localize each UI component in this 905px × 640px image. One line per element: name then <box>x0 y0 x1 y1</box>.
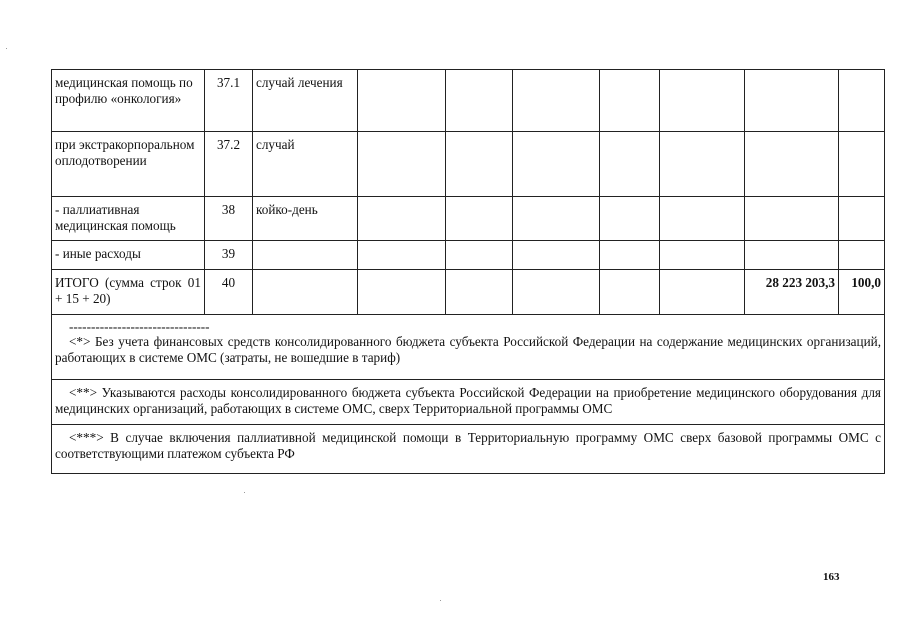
footnote-3-text: <***> В случае включения паллиативной медицинской помощи в Территориальную программу ОМС сверх базовой программы ОМС с соответствующими платежом субъекта РФ <box>55 430 881 461</box>
footnote-separator: -------------------------------- <box>69 319 210 334</box>
empty-cell <box>660 132 745 197</box>
total-amount: 28 223 203,3 <box>745 270 839 315</box>
empty-cell <box>660 241 745 270</box>
row-unit <box>253 241 358 270</box>
row-unit: случай <box>253 132 358 197</box>
scan-speck <box>6 48 7 49</box>
empty-cell <box>513 270 600 315</box>
empty-cell <box>745 197 839 241</box>
row-code: 40 <box>205 270 253 315</box>
empty-cell <box>358 70 446 132</box>
row-name: - иные расходы <box>52 241 205 270</box>
table-row <box>52 197 885 241</box>
empty-cell <box>745 70 839 132</box>
row-name: при экстракорпоральном оплодотворении <box>52 132 205 197</box>
empty-cell <box>745 241 839 270</box>
empty-cell <box>745 132 839 197</box>
empty-cell <box>600 197 660 241</box>
table-row-total <box>52 270 885 315</box>
footnote-2-text: <**> Указываются расходы консолидированного бюджета субъекта Российской Федерации на приобретение медицинского оборудования для медицинских организаций, работающих в системе ОМС, сверх Территориальной программы ОМС <box>55 385 881 416</box>
empty-cell <box>446 70 513 132</box>
row-name: - паллиативная медицинская помощь <box>52 197 205 241</box>
footnote-row <box>52 425 885 474</box>
footnote-2 <box>52 380 885 425</box>
footnote-3 <box>52 425 885 474</box>
empty-cell <box>600 132 660 197</box>
empty-cell <box>660 197 745 241</box>
row-code: 37.2 <box>205 132 253 197</box>
row-name: ИТОГО (сумма строк 01 + 15 + 20) <box>52 270 205 315</box>
empty-cell <box>660 270 745 315</box>
empty-cell <box>660 70 745 132</box>
empty-cell <box>839 197 885 241</box>
empty-cell <box>513 197 600 241</box>
empty-cell <box>446 197 513 241</box>
empty-cell <box>358 197 446 241</box>
empty-cell <box>358 132 446 197</box>
total-percent: 100,0 <box>839 270 885 315</box>
empty-cell <box>600 241 660 270</box>
empty-cell <box>446 270 513 315</box>
row-code: 39 <box>205 241 253 270</box>
empty-cell <box>358 270 446 315</box>
footnote-row <box>52 380 885 425</box>
row-unit <box>253 270 358 315</box>
row-code: 38 <box>205 197 253 241</box>
table-row <box>52 132 885 197</box>
page-number: 163 <box>823 571 840 583</box>
scan-speck <box>440 600 441 601</box>
footnote-1 <box>52 315 885 380</box>
empty-cell <box>513 70 600 132</box>
row-code: 37.1 <box>205 70 253 132</box>
empty-cell <box>839 132 885 197</box>
row-unit: случай лечения <box>253 70 358 132</box>
empty-cell <box>600 70 660 132</box>
row-name: медицинская помощь по профилю «онкология» <box>52 70 205 132</box>
expense-table <box>51 69 885 474</box>
empty-cell <box>600 270 660 315</box>
table-row <box>52 241 885 270</box>
empty-cell <box>839 241 885 270</box>
empty-cell <box>446 132 513 197</box>
footnote-row <box>52 315 885 380</box>
empty-cell <box>446 241 513 270</box>
row-unit: койко-день <box>253 197 358 241</box>
table-row <box>52 70 885 132</box>
empty-cell <box>513 132 600 197</box>
scan-speck <box>244 492 245 493</box>
empty-cell <box>839 70 885 132</box>
empty-cell <box>358 241 446 270</box>
empty-cell <box>513 241 600 270</box>
footnote-1-text: <*> Без учета финансовых средств консолидированного бюджета субъекта Российской Федерации на содержание медицинских организаций, работающих в системе ОМС (затраты, не вошедшие в тариф) <box>55 334 881 365</box>
